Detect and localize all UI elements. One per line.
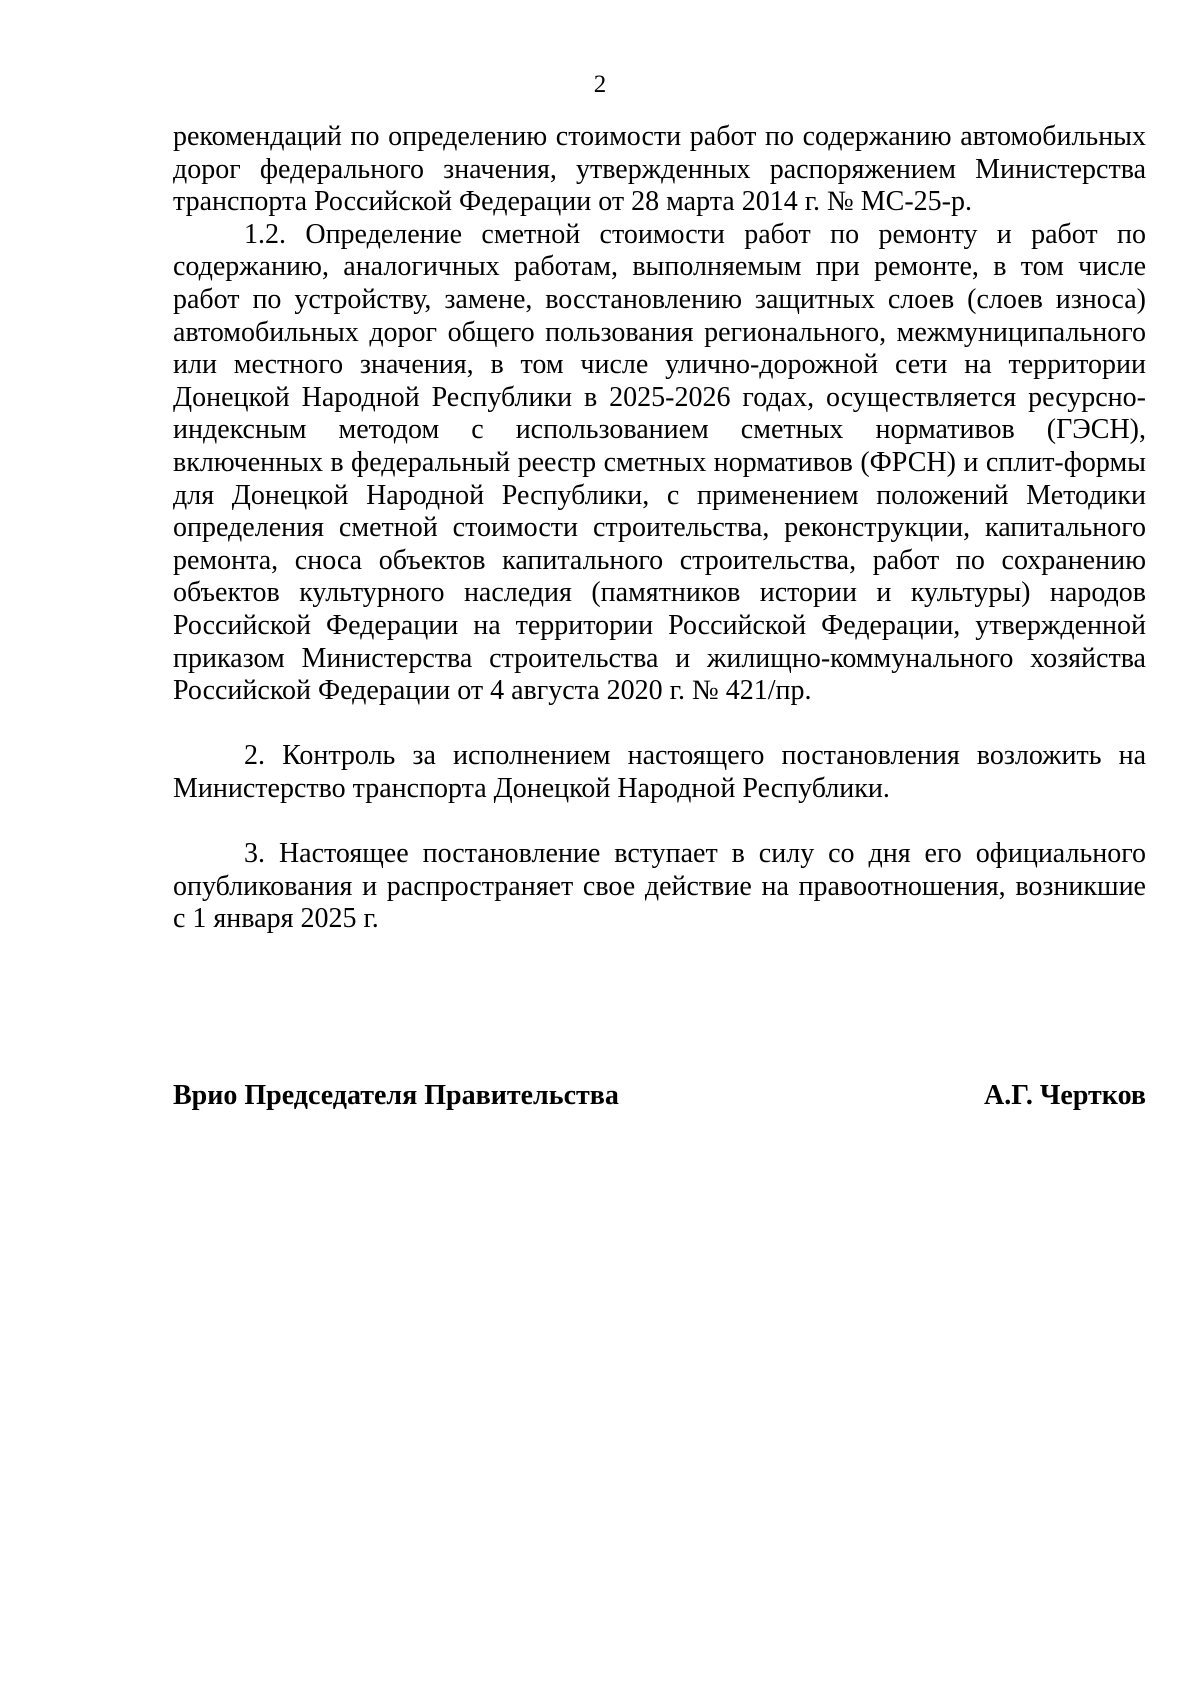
signature-block <box>173 1080 1146 1112</box>
signatory-position: Врио Председателя Правительства <box>173 1080 619 1111</box>
paragraph-3: 3. Настоящее постановление вступает в силу со дня его официального опубликования и распространяет свое действие на правоотношения, возникшие с 1 января 2025 г. <box>173 838 1146 935</box>
paragraph-1-2: 1.2. Определение сметной стоимости работ по ремонту и работ по содержанию, аналогичных работам, выполняемым при ремонте, в том числе работ по устройству, замене, восстановлению защитных слоев (слоев износа) автомобильных дорог общего пользования регионального, межмуниципального или местного значения, в том числе улично-дорожной сети на территории Донецкой Народной Республики в 2025-2026 годах, осуществляется ресурсно-индексным методом с использованием сметных нормативов (ГЭСН), включенных в федеральный реестр сметных нормативов (ФРСН) и сплит-формы для Донецкой Народной Республики, с применением положений Методики определения сметной стоимости строительства, реконструкции, капитального ремонта, сноса объектов капитального строительства, работ по сохранению объектов культурного наследия (памятников истории и культуры) народов Российской Федерации на территории Российской Федерации, утвержденной приказом Министерства строительства и жилищно-коммунального хозяйства Российской Федерации от 4 августа 2020 г. № 421/пр. <box>173 218 1146 707</box>
page-number: 2 <box>593 71 607 98</box>
signatory-name: А.Г. Чертков <box>984 1080 1146 1111</box>
document-body <box>173 121 1146 936</box>
paragraph-continuation: рекомендаций по определению стоимости работ по содержанию автомобильных дорог федерального значения, утвержденных распоряжением Министерства транспорта Российской Федерации от 28 марта 2014 г. № МС-25-р. <box>173 121 1146 218</box>
paragraph-2: 2. Контроль за исполнением настоящего постановления возложить на Министерство транспорта Донецкой Народной Республики. <box>173 740 1146 804</box>
